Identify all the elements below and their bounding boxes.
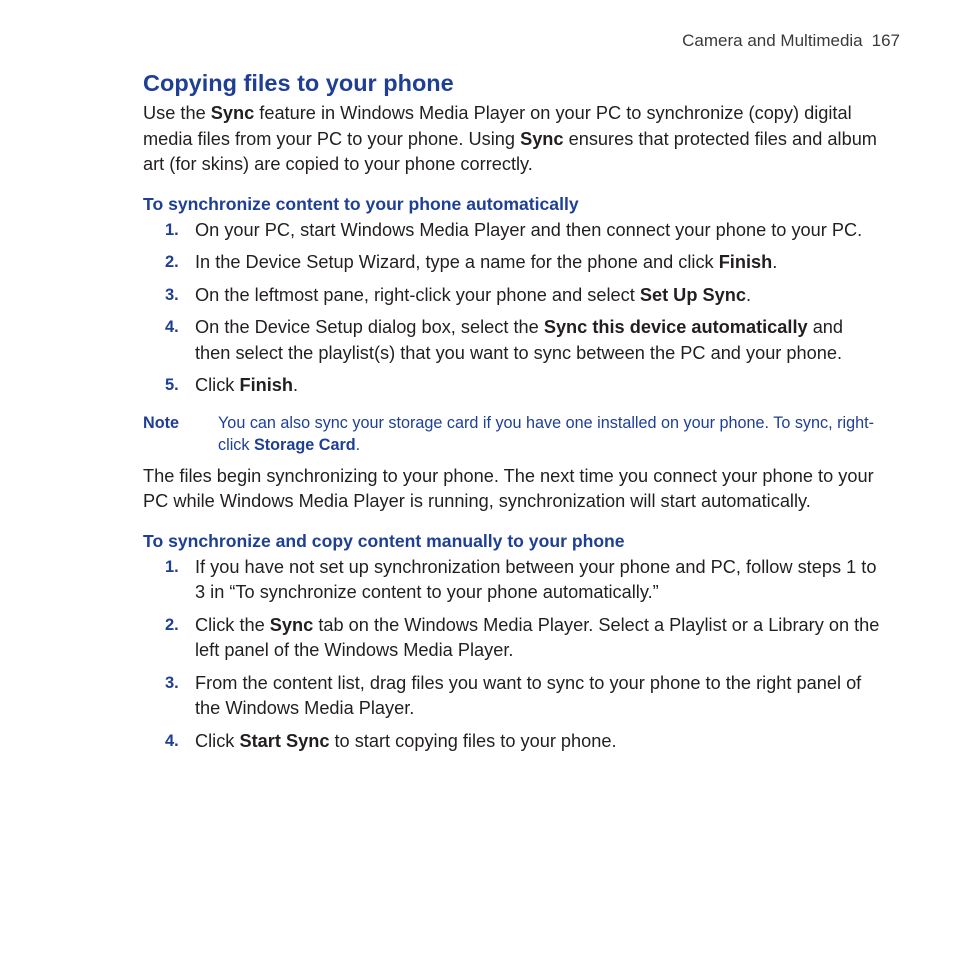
list-item: 2. Click the Sync tab on the Windows Media Player. Select a Playlist or a Library on the left panel of the Windows Media Player. [165, 614, 880, 660]
auto-sync-steps [143, 218, 883, 399]
list-item: 1. If you have not set up synchronization between your phone and PC, follow steps 1 to 3 in “To synchronize content to your phone automatically.” [165, 556, 877, 602]
manual-sync-heading: To synchronize and copy content manually to your phone [143, 530, 625, 551]
note-block: Note You can also sync your storage card if you have one installed on your phone. To sync, right-click Storage Card. [143, 413, 874, 454]
manual-sync-steps [143, 555, 883, 755]
list-item: 4. On the Device Setup dialog box, select the Sync this device automatically and then select the playlist(s) that you want to sync between the PC and your phone. [165, 317, 844, 363]
list-item: 2. In the Device Setup Wizard, type a name for the phone and click Finish. [165, 252, 778, 272]
intro-paragraph: Use the Sync feature in Windows Media Player on your PC to synchronize (copy) digital media files from your PC to your phone. Using Sync ensures that protected files and album art (for skins) are copied to your phone correctly. [143, 103, 877, 174]
page-content [143, 70, 883, 754]
page-title: Copying files to your phone [143, 70, 454, 96]
body-paragraph: The files begin synchronizing to your phone. The next time you connect your phone to your PC while Windows Media Player is running, synchronization will start automatically. [143, 465, 874, 511]
section-title: Camera and Multimedia [682, 31, 863, 50]
list-item: 1. On your PC, start Windows Media Player and then connect your phone to your PC. [165, 219, 863, 240]
list-item: 5. Click Finish. [165, 375, 299, 395]
auto-sync-heading: To synchronize content to your phone automatically [143, 193, 579, 214]
list-item: 3. From the content list, drag files you want to sync to your phone to the right panel of the Windows Media Player. [165, 672, 862, 718]
page-number: 167 [871, 31, 900, 50]
list-item: 3. On the leftmost pane, right-click your phone and select Set Up Sync. [165, 284, 752, 305]
page-header [682, 31, 900, 51]
list-item: 4. Click Start Sync to start copying files to your phone. [165, 730, 617, 751]
note-label: Note [143, 413, 179, 432]
